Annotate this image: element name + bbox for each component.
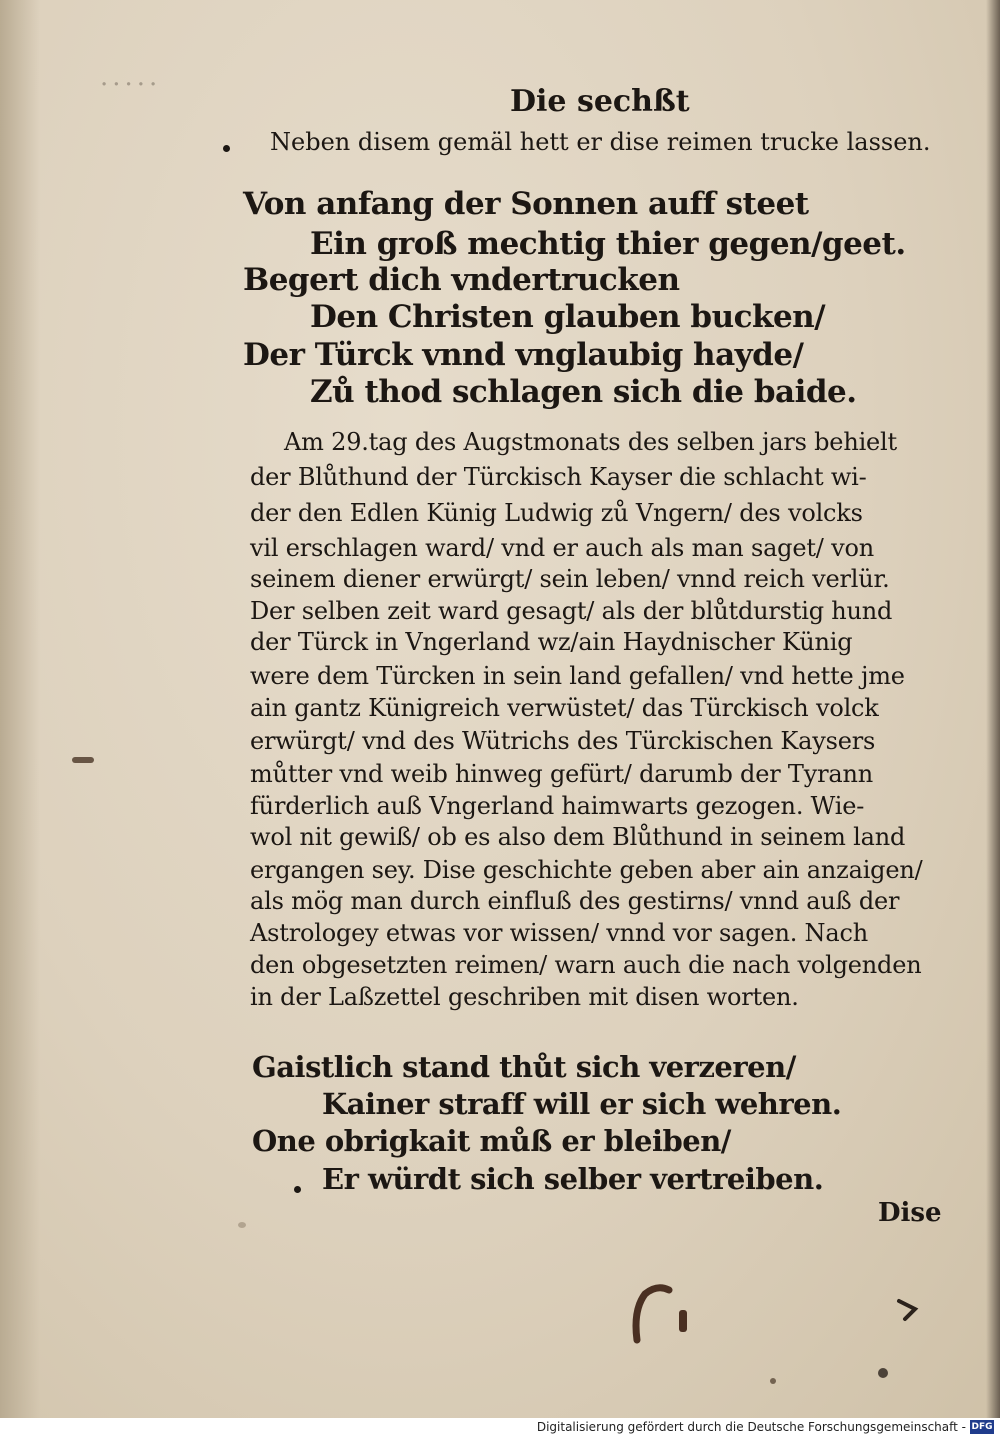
paragraph-line: Der selben zeit ward gesagt/ als der blůtdurstig hund: [250, 597, 893, 625]
faded-marks: ·····: [100, 70, 162, 100]
paragraph-line: Astrologey etwas vor wissen/ vnnd vor sagen. Nach: [250, 919, 868, 947]
paragraph-line: vil erschlagen ward/ vnd er auch als man saget/ von: [250, 534, 874, 562]
verse1-line: Zů thod schlagen sich die baide.: [310, 374, 857, 410]
paragraph-line: den obgesetzten reimen/ warn auch die nach volgenden: [250, 951, 922, 979]
paragraph-line: der Türck in Vngerland wz/ain Haydnischer Künig: [250, 628, 853, 656]
catchword: Dise: [878, 1198, 942, 1228]
paragraph-line: fürderlich auß Vngerland haimwarts gezogen. Wie-: [250, 792, 865, 820]
footer-bar: [0, 1418, 1000, 1437]
paragraph-line: erwürgt/ vnd des Wütrichs des Türckischen Kaysers: [250, 727, 876, 755]
paragraph-line: der Blůthund der Türckisch Kayser die schlacht wi-: [250, 463, 867, 491]
ink-stain: [895, 1295, 925, 1325]
paragraph-line: als mög man durch einfluß des gestirns/ vnnd auß der: [250, 887, 900, 915]
ink-stain: [625, 1280, 695, 1350]
paragraph-line: můtter vnd weib hinweg gefürt/ darumb der Tyrann: [250, 760, 873, 788]
intro-line: Neben disem gemäl hett er dise reimen trucke lassen.: [270, 128, 931, 156]
bullet-mark: [223, 145, 230, 152]
paragraph-line: wol nit gewiß/ ob es also dem Blůthund in seinem land: [250, 823, 906, 851]
verse1-line: Ein groß mechtig thier gegen/geet.: [310, 226, 906, 262]
page-gutter-shadow: [0, 0, 40, 1418]
verse2-line: Kainer straff will er sich wehren.: [322, 1087, 842, 1121]
paragraph-line: seinem diener erwürgt/ sein leben/ vnnd reich verlür.: [250, 565, 890, 593]
verse1-line: Den Christen glauben bucken/: [310, 299, 826, 335]
paragraph-line: Am 29.tag des Augstmonats des selben jars behielt: [284, 428, 897, 456]
verse1-line: Von anfang der Sonnen auff steet: [243, 186, 809, 222]
paragraph-line: der den Edlen Künig Ludwig zů Vngern/ des volcks: [250, 499, 863, 527]
dfg-logo: DFG: [971, 1422, 993, 1432]
verse1-line: Der Türck vnnd vnglaubig hayde/: [243, 337, 804, 373]
bullet-mark: [294, 1186, 301, 1193]
verse2-line: One obrigkait můß er bleiben/: [252, 1124, 731, 1158]
footer-credit: Digitalisierung gefördert durch die Deutsche Forschungsgemeinschaft -: [536, 1420, 966, 1434]
ink-stain: [238, 1222, 246, 1228]
paragraph-line: were dem Türcken in sein land gefallen/ vnd hette jme: [250, 662, 905, 690]
ink-stain: [878, 1368, 888, 1378]
page-heading: Die sechßt: [510, 84, 690, 119]
paragraph-line: ain gantz Künigreich verwüstet/ das Türckisch volck: [250, 694, 879, 722]
verse1-line: Begert dich vndertrucken: [243, 262, 680, 298]
page-edge-shadow: [986, 0, 1000, 1418]
ink-stain: [770, 1378, 776, 1384]
paragraph-line: ergangen sey. Dise geschichte geben aber ain anzaigen/: [250, 856, 923, 884]
paragraph-line: in der Laßzettel geschriben mit disen worten.: [250, 983, 799, 1011]
verse2-line: Er würdt sich selber vertreiben.: [322, 1162, 824, 1196]
verse2-line: Gaistlich stand thůt sich verzeren/: [252, 1050, 796, 1084]
ink-stain: [72, 757, 94, 763]
